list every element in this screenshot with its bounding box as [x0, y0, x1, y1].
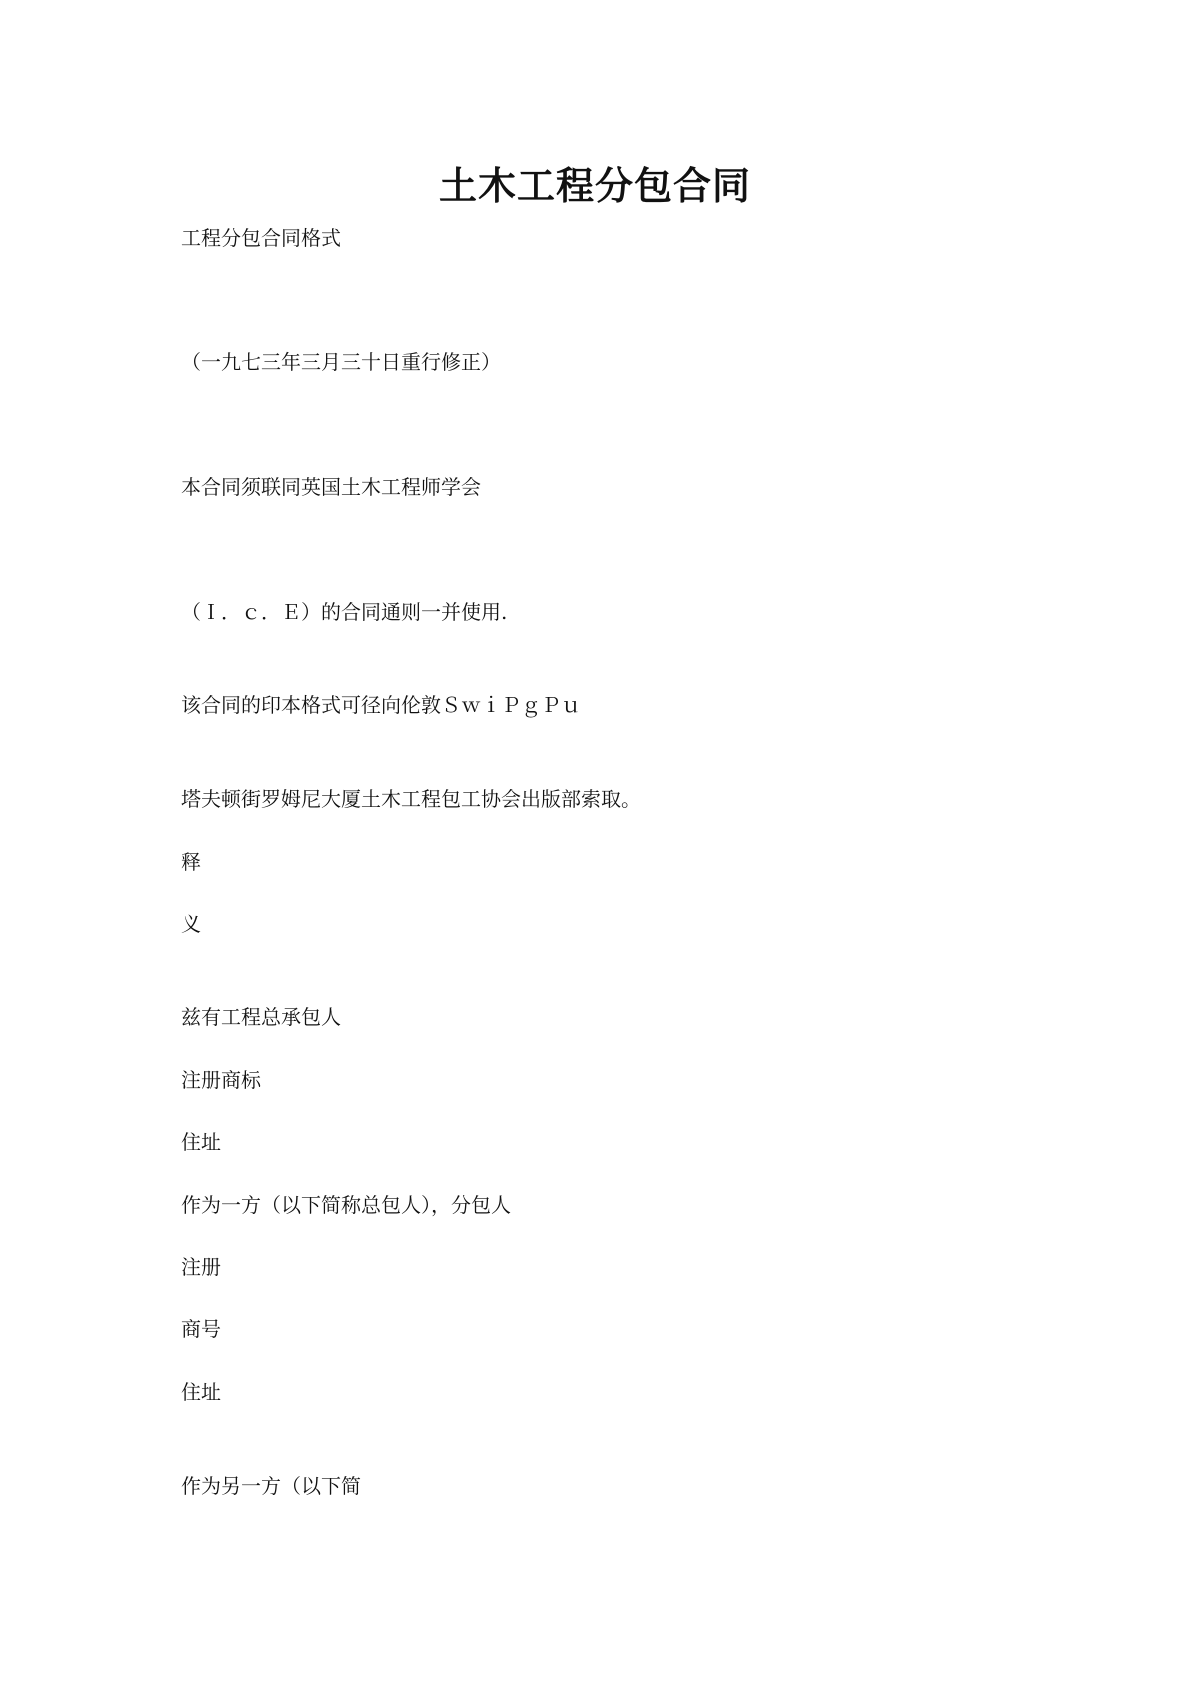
paragraph-main-contractor: 兹有工程总承包人	[181, 1005, 341, 1029]
paragraph-address-2: 住址	[181, 1380, 221, 1404]
paragraph-ice-general-terms: （Ｉ．ｃ．Ｅ）的合同通则一并使用.	[181, 600, 508, 624]
paragraph-party-two: 作为另一方（以下简	[181, 1474, 361, 1498]
paragraph-revision-date: （一九七三年三月三十日重行修正）	[181, 350, 501, 374]
paragraph-party-one: 作为一方（以下简称总包人），分包人	[181, 1193, 511, 1217]
paragraph-contract-format: 工程分包合同格式	[181, 226, 341, 250]
paragraph-registered: 注册	[181, 1255, 221, 1279]
heading-definitions-part1: 释	[181, 850, 201, 874]
document-title: 土木工程分包合同	[438, 163, 751, 208]
paragraph-registered-trademark: 注册商标	[181, 1068, 261, 1092]
paragraph-ice-reference: 本合同须联同英国土木工程师学会	[181, 475, 481, 499]
paragraph-address-1: 住址	[181, 1130, 221, 1154]
paragraph-print-copy: 该合同的印本格式可径向伦敦ＳｗｉＰｇＰｕ	[181, 693, 581, 717]
heading-definitions-part2: 义	[181, 912, 201, 936]
paragraph-firm-name: 商号	[181, 1317, 221, 1341]
paragraph-publisher-address: 塔夫顿街罗姆尼大厦土木工程包工协会出版部索取。	[181, 787, 641, 811]
